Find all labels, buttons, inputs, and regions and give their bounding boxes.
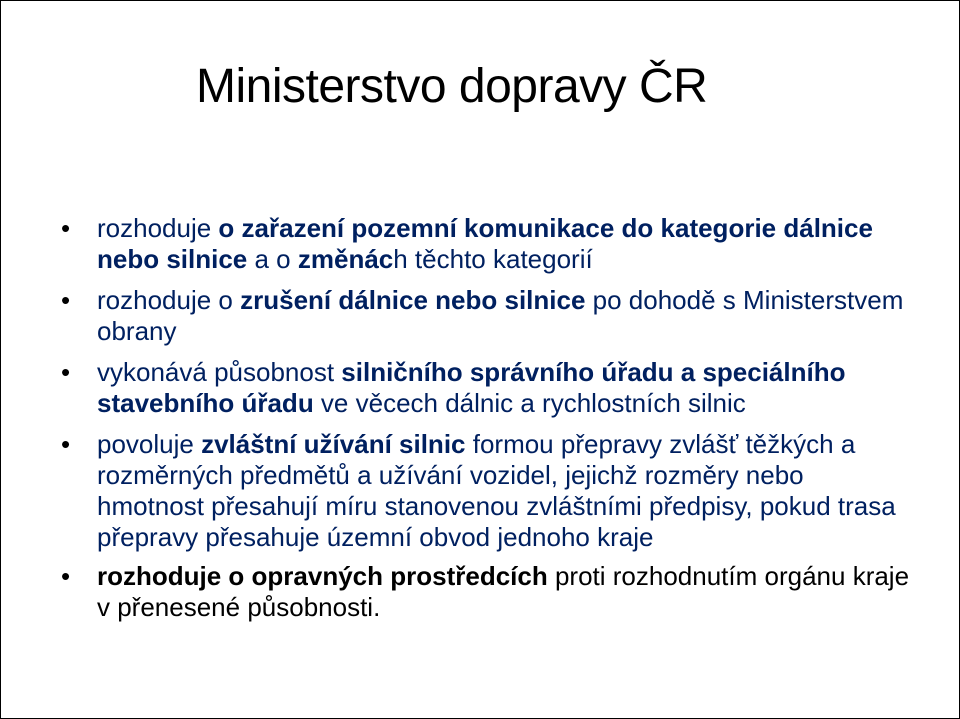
bullet-dot-icon: •	[61, 429, 71, 459]
bullet-item	[61, 561, 911, 623]
bullet-text-segment: h těchto kategorií	[393, 244, 593, 274]
bullet-text-segment-bold: o zařazení pozemní komunikace do kategorie dálnice nebo silnice	[97, 213, 873, 274]
bullet-dot-icon: •	[61, 357, 71, 387]
bullet-text-segment: vykonává působnost	[97, 357, 342, 387]
bullet-text-segment-bold: rozhoduje o opravných prostředcích	[97, 561, 548, 591]
bullet-item	[61, 213, 911, 275]
bullet-dot-icon: •	[61, 285, 71, 315]
bullet-dot-icon: •	[61, 213, 71, 243]
bullet-text-segment: a o	[247, 244, 298, 274]
bullet-list	[61, 213, 911, 632]
bullet-text-segment-bold: změnác	[297, 244, 394, 274]
bullet-item	[61, 357, 911, 419]
bullet-item	[61, 285, 911, 347]
bullet-text-segment-bold: zvláštní užívání silnic	[201, 429, 466, 459]
slide-title: Ministerstvo dopravy ČR	[196, 60, 708, 113]
bullet-text-segment: proti rozhodnutím orgánu kraje v přenesené působnosti.	[97, 561, 910, 622]
bullet-text-segment: povoluje	[97, 429, 202, 459]
bullet-item	[61, 429, 911, 553]
bullet-text-segment-bold: zrušení dálnice nebo silnice	[240, 285, 586, 315]
bullet-text-segment: po dohodě s Ministerstvem obrany	[97, 285, 904, 346]
bullet-text-segment: ve věcech dálnic a rychlostních silnic	[313, 388, 746, 418]
bullet-text-segment: rozhoduje	[97, 213, 219, 243]
bullet-text-segment: rozhoduje o	[97, 285, 241, 315]
bullet-text-segment: formou přepravy zvlášť těžkých a rozměrných předmětů a užívání vozidel, jejichž rozměry nebo hmotnost přesahují míru stanovenou zvláštními předpisy, pokud trasa přepravy přesahuje územní obvod jednoho kraje	[97, 429, 896, 552]
bullet-dot-icon: •	[61, 561, 71, 591]
bullet-text-segment-bold: silničního správního úřadu a speciálního stavebního úřadu	[97, 357, 846, 418]
